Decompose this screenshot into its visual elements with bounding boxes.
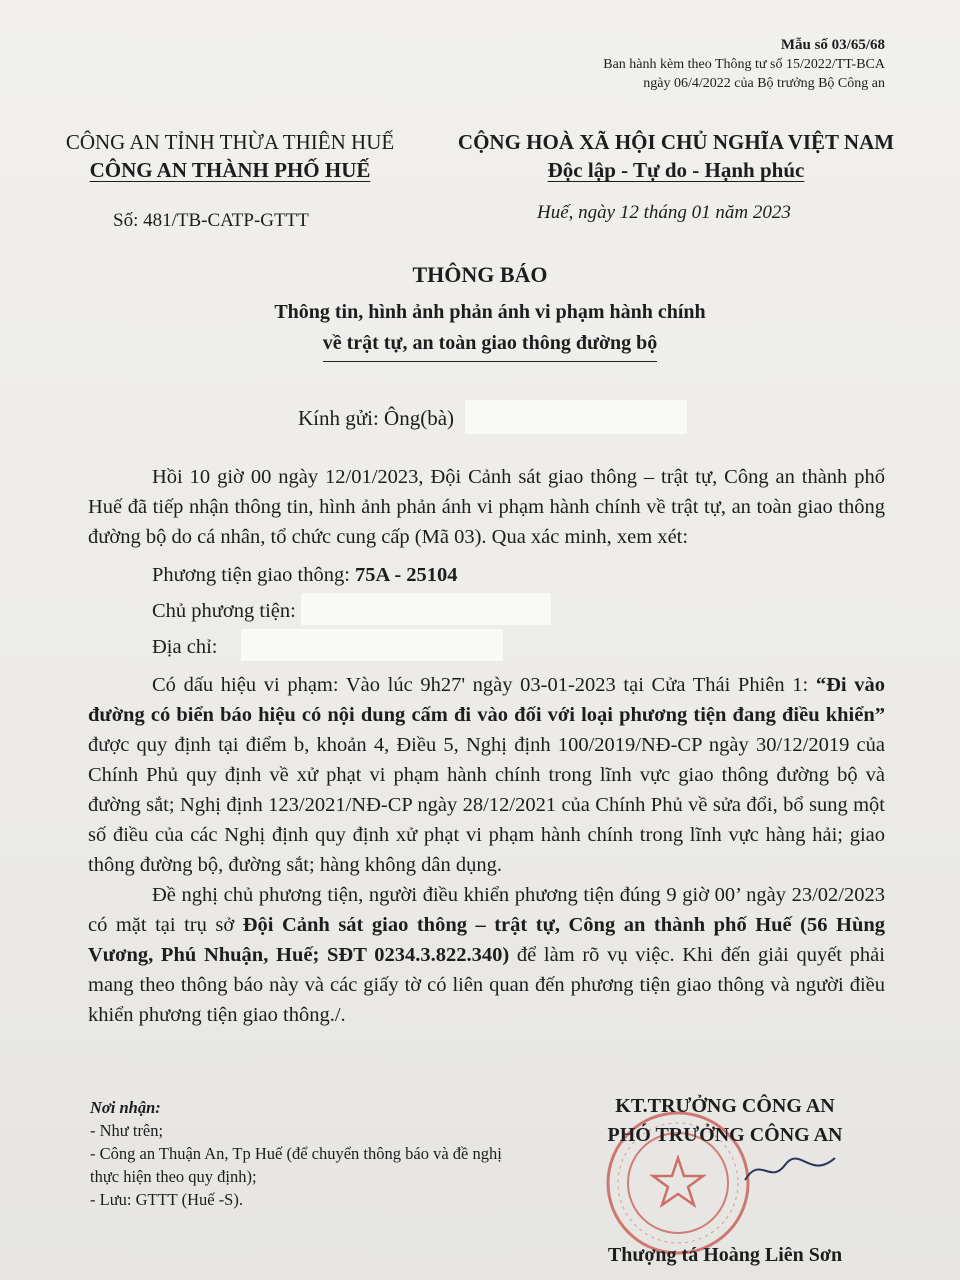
vehicle-plate: 75A - 25104 bbox=[355, 564, 458, 586]
signatory-title-2: PHÓ TRƯỞNG CÔNG AN bbox=[607, 1124, 843, 1146]
request-paragraph bbox=[88, 880, 885, 1030]
redacted-recipient-name bbox=[465, 400, 687, 434]
agency-header bbox=[40, 128, 420, 184]
recipients-heading: Nơi nhận: bbox=[90, 1098, 161, 1117]
form-code: Mẫu số 03/65/68 bbox=[780, 37, 885, 53]
recipient-item: - Lưu: GTTT (Huế -S). bbox=[90, 1190, 243, 1209]
office-address: Đội Cảnh sát giao thông – trật tự, Công an thành phố Huế (56 Hùng Vương, Phú Nhuận, Huế; SĐT 0234.3.822.340) bbox=[88, 914, 885, 966]
address-label: Địa chỉ: bbox=[152, 636, 218, 658]
violation-intro: Có dấu hiệu vi phạm: Vào lúc 9h27' ngày 03-01-2023 tại Cửa Thái Phiên 1: bbox=[152, 674, 809, 696]
document-title: THÔNG BÁO bbox=[412, 262, 548, 287]
violation-paragraph bbox=[88, 670, 885, 880]
recipients-block bbox=[90, 1096, 520, 1211]
signature-block bbox=[560, 1092, 890, 1150]
handwritten-signature bbox=[740, 1150, 840, 1190]
document-date: Huế, ngày 12 tháng 01 năm 2023 bbox=[537, 202, 791, 223]
vehicle-label: Phương tiện giao thông: bbox=[152, 564, 350, 586]
agency-parent: CÔNG AN TỈNH THỪA THIÊN HUẾ bbox=[65, 130, 395, 154]
form-reference bbox=[603, 36, 885, 93]
recipient-item: - Như trên; bbox=[90, 1121, 164, 1140]
recipient-label: Kính gửi: Ông(bà) bbox=[298, 406, 455, 430]
recipient-item: - Công an Thuận An, Tp Huế (để chuyển thông báo và đề nghị thực hiện theo quy định); bbox=[90, 1144, 502, 1186]
document-subtitle bbox=[0, 297, 960, 362]
national-motto: Độc lập - Tự do - Hạnh phúc bbox=[547, 158, 805, 182]
owner-row bbox=[88, 593, 885, 626]
request-intro: Đề nghị chủ phương tiện, người điều khiển phương tiện đúng 9 giờ 00’ ngày 23/02/2023 có mặt tại trụ sở bbox=[88, 884, 885, 936]
national-header bbox=[432, 128, 920, 184]
subtitle-line1: Thông tin, hình ảnh phản ánh vi phạm hành chính bbox=[274, 301, 706, 323]
signatory-title-1: KT.TRƯỞNG CÔNG AN bbox=[615, 1095, 835, 1117]
document-number: Số: 481/TB-CATP-GTTT bbox=[113, 210, 309, 231]
address-row bbox=[88, 629, 885, 662]
signatory-name: Thượng tá Hoàng Liên Sơn bbox=[607, 1244, 843, 1266]
violation-description: “Đi vào đường có biển báo hiệu có nội dung cấm đi vào đối với loại phương tiện đang điều khiển” bbox=[88, 674, 885, 726]
intro-paragraph: Hồi 10 giờ 00 ngày 12/01/2023, Đội Cảnh sát giao thông – trật tự, Công an thành phố Huế đã tiếp nhận thông tin, hình ảnh phản ánh vi phạm hành chính về trật tự, an toàn giao thông đường bộ do cá nhân, tổ chức cung cấp (Mã 03). Qua xác minh, xem xét: bbox=[88, 466, 885, 548]
notice-body bbox=[88, 462, 885, 1030]
recipient-line bbox=[298, 400, 687, 434]
nation-name: CỘNG HOÀ XÃ HỘI CHỦ NGHĨA VIỆT NAM bbox=[457, 130, 895, 154]
vehicle-row bbox=[88, 560, 885, 590]
redacted-address bbox=[241, 629, 503, 661]
request-rest: để làm rõ vụ việc. Khi đến giải quyết phải mang theo thông báo này và các giấy tờ có liên quan đến phương tiện giao thông và người điều khiển phương tiện giao thông./. bbox=[88, 944, 885, 1026]
form-issuance-line2: ngày 06/4/2022 của Bộ trưởng Bộ Công an bbox=[643, 76, 885, 91]
agency-name: CÔNG AN THÀNH PHỐ HUẾ bbox=[89, 158, 371, 182]
form-issuance-line1: Ban hành kèm theo Thông tư số 15/2022/TT-BCA bbox=[603, 57, 885, 72]
violation-legal-basis: được quy định tại điểm b, khoản 4, Điều 5, Nghị định 100/2019/NĐ-CP ngày 30/12/2019 của Chính Phủ quy định về xử phạt vi phạm hành chính trong lĩnh vực giao thông đường bộ và đường sắt; Nghị định 123/2021/NĐ-CP ngày 28/12/2021 của Chính Phủ về sửa đổi, bổ sung một số điều của các Nghị định quy định xử phạt vi phạm hành chính trong lĩnh vực hàng hải; giao thông đường bộ, đường sắt; hàng không dân dụng. bbox=[88, 734, 885, 876]
redacted-owner-name bbox=[301, 593, 551, 625]
subtitle-line2: về trật tự, an toàn giao thông đường bộ bbox=[323, 328, 658, 362]
owner-label: Chủ phương tiện: bbox=[152, 600, 296, 622]
